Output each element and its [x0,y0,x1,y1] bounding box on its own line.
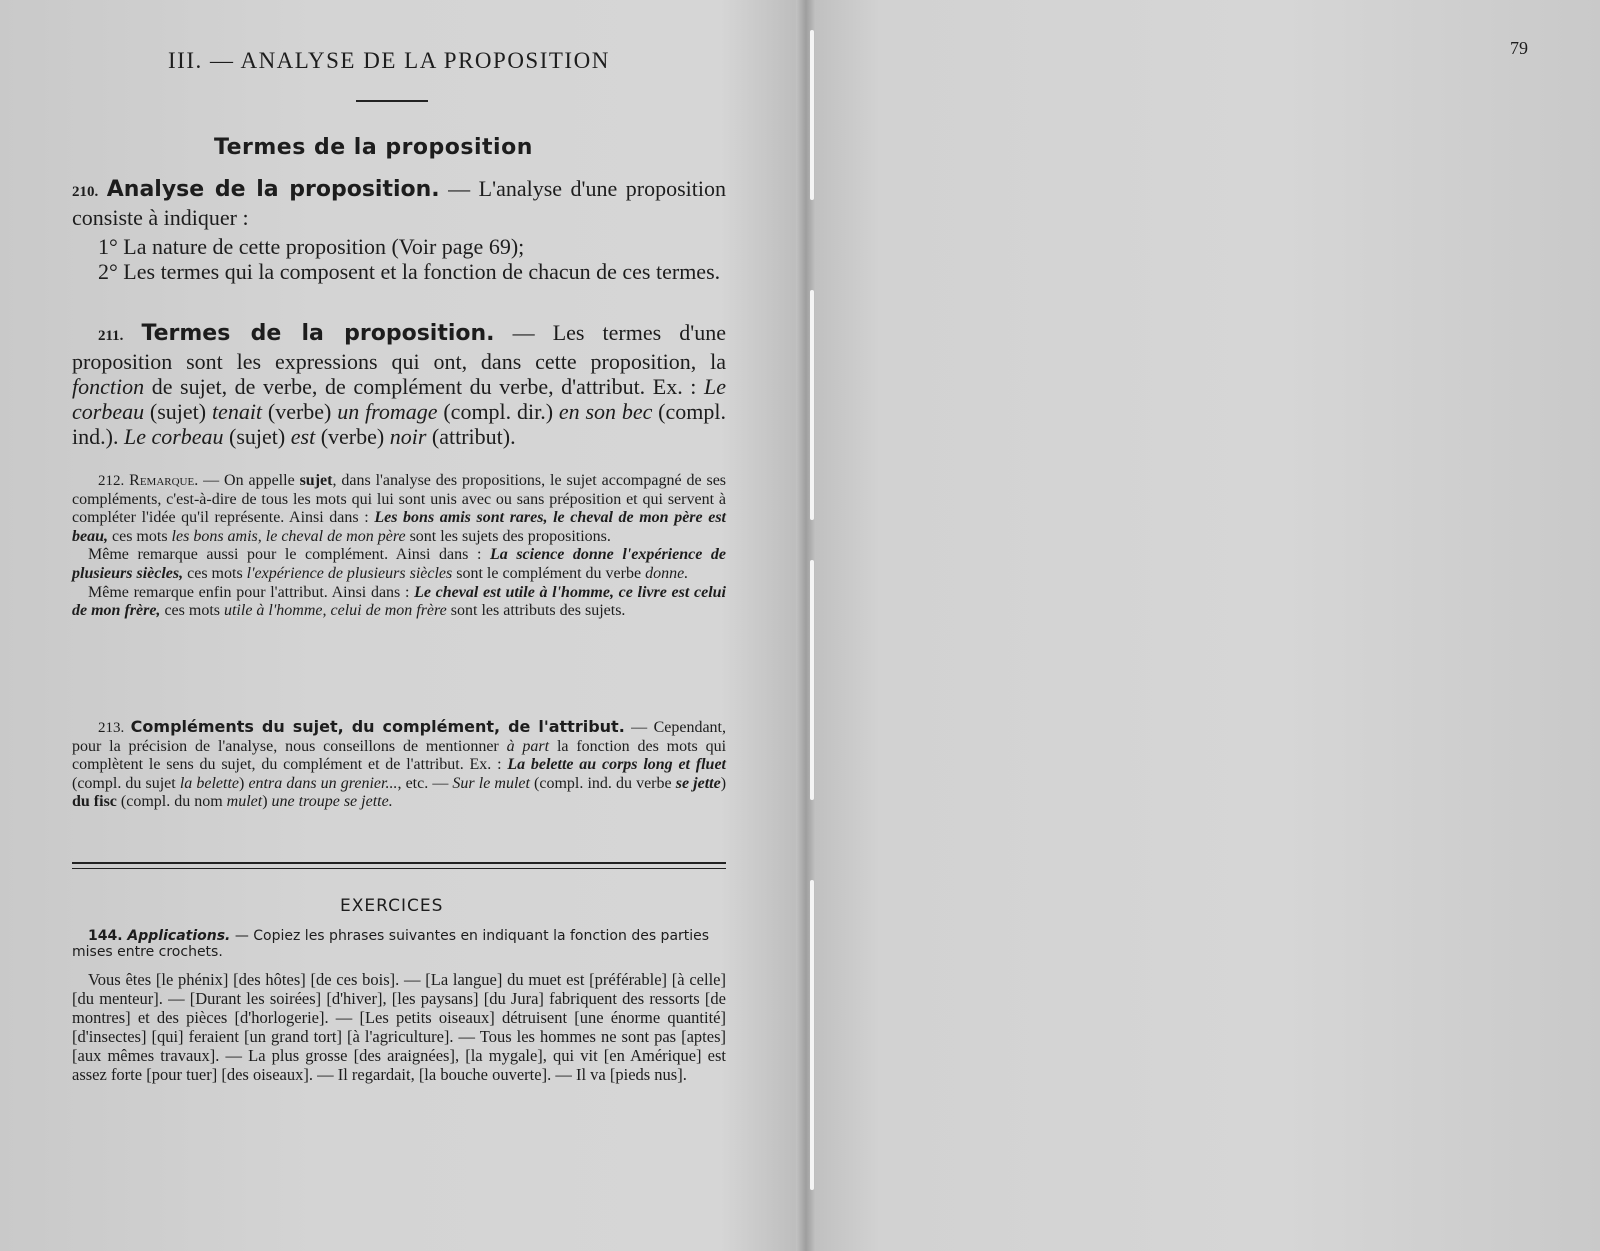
example-text: tenait [211,399,263,424]
example-text: Le corbeau [123,424,224,449]
example-text: Le cheval est utile à l'homme, ce livre est celui de mon frère, [72,583,726,620]
paragraph-text: sont les attributs des sujets. [446,602,626,620]
section-title: Termes de la proposition [214,135,533,160]
example-text: Les bons amis sont rares, le cheval de mon père est beau, [72,509,727,545]
paragraph-213 [72,718,726,812]
example-text: se jette [675,774,721,792]
paragraph-text: — Les termes d'une proposition sont les expressions qui ont, dans cette proposition, la [72,320,727,374]
paragraph-text: , etc. — [397,774,453,792]
page-number: 79 [1510,38,1528,58]
paragraph-text: (compl. du nom [116,793,227,811]
list-item: 1° La nature de cette proposition (Voir page 69); [98,234,525,259]
example-text: une troupe se jette. [271,793,393,811]
example-text: noir [389,424,427,449]
example-text: utile à l'homme, celui de mon frère [223,602,447,620]
paragraph-210 [72,176,726,284]
paragraph-number: 211. [98,328,124,344]
example-text: mulet [226,793,263,811]
italic-term: fonction [72,374,145,399]
section-divider [72,868,726,869]
paragraph-text: sont le complément du verbe [452,564,646,582]
paragraph-number: 212. [98,473,125,489]
paragraph-text: (compl. ind. du verbe [529,774,676,792]
exercises-heading: EXERCICES [340,896,444,916]
paragraph-heading: Analyse de la proposition. [106,177,440,202]
paragraph-text: (compl. dir.) [437,399,559,424]
paragraph-text: ) [262,793,272,811]
paragraph-text: ces mots [183,564,247,582]
paragraph-heading: Termes de la proposition. [141,321,495,346]
example-text: est [290,424,316,449]
exercise-heading: Applications. [127,928,231,944]
exercise-number: 144. [88,928,123,944]
binding-stitch [810,880,814,1190]
paragraph-text: (compl. du sujet [72,774,180,792]
italic-term: à part [506,737,550,755]
left-page [0,0,796,1251]
paragraph-text: (verbe) [315,424,390,449]
example-text: du fisc [72,793,117,811]
example-text: l'expérience de plusieurs siècles [246,564,453,582]
paragraph-text: (sujet) [144,399,212,424]
paragraph-text: — On appelle [198,472,300,489]
binding-stitch [810,30,814,200]
example-text: un fromage [337,399,438,424]
running-head: III. — ANALYSE DE LA PROPOSITION [168,48,610,73]
exercise-144 [72,928,726,1084]
paragraph-212 [72,472,726,621]
paragraph-number: 210. [72,184,99,200]
remark-label: Remarque. [129,472,199,489]
right-page [816,0,1600,1251]
paragraph-text: ) [239,774,249,792]
example-text: la belette [179,774,240,792]
example-text: en son bec [558,399,653,424]
paragraph-text: (verbe) [262,399,338,424]
paragraph-text: — L'analyse d'une proposition consiste à indiquer : [72,176,727,230]
exercise-text: Vous êtes [le phénix] [des hôtes] [de ces bois]. — [La langue] du muet est [préférable] [à celle] [du menteur]. — [Durant les soirées] [d'hiver], [les paysans] [du Jura] fabriquent des ressorts [de montres] et des pièces [d'horlogerie]. — [Les petits oiseaux] détruisent [une énorme quantité] [d'insectes] [qui] feraient [un grand tort] [à l'agriculture]. — Tous les hommes ne sont pas [aptes] [aux mêmes travaux]. — La plus grosse [des araignées], [la mygale], qui vit [en Amérique] est assez forte [pour tuer] [des oiseaux]. — Il regardait, [la bouche ouverte]. — Il va [pieds nus]. [72,970,726,1084]
paragraph-text: sont les sujets des propositions. [405,527,611,545]
example-text: La belette au corps long et fluet [507,756,726,774]
paragraph-heading: Compléments du sujet, du complément, de l'attribut. [130,717,625,736]
section-divider [72,862,726,864]
paragraph-text: (compl. ind.). [72,399,726,449]
example-text: entra dans un grenier... [248,774,398,792]
binding-stitch [810,290,814,520]
example-text: les bons amis, le cheval de mon père [171,527,406,545]
binding-stitch [810,560,814,800]
title-rule [356,100,428,102]
example-text: Sur le mulet [452,774,530,792]
list-item: 2° Les termes qui la composent et la fonction de chacun de ces termes. [98,259,721,284]
paragraph-number: 213. [98,720,125,736]
example-text: donne. [645,564,689,582]
paragraph-text: — Cependant, pour la précision de l'analyse, nous conseillons de mentionner [72,719,726,755]
bold-term: sujet [299,472,333,489]
paragraph-text: Même remarque aussi pour le complément. Ainsi dans : [88,546,490,564]
paragraph-211 [72,320,726,449]
paragraph-text: ces mots [160,602,224,620]
paragraph-text: de sujet, de verbe, de complément du verbe, d'attribut. Ex. : [144,374,704,399]
paragraph-text: (sujet) [223,424,291,449]
paragraph-text: (attribut). [426,424,516,449]
example-text: La science donne l'expérience de plusieurs siècles, [72,546,727,582]
exercise-instructions: — Copiez les phrases suivantes en indiquant la fonction des parties mises entre crochets. [72,928,710,960]
paragraph-text: ) [720,774,727,792]
paragraph-text: la fonction des mots qui complètent le sens du sujet, du complément et de l'attribut. Ex. : [72,737,727,774]
paragraph-text: ces mots [108,527,172,545]
example-text: Le corbeau [72,374,726,424]
paragraph-text: Même remarque enfin pour l'attribut. Ainsi dans : [88,583,415,601]
paragraph-text: , dans l'analyse des propositions, le sujet accompagné de ses compléments, c'est-à-dire de tous les mots qui lui sont unis avec ou sans préposition et qui servent à compléter l'idée qu'il représente. Ainsi dans : [72,472,727,527]
